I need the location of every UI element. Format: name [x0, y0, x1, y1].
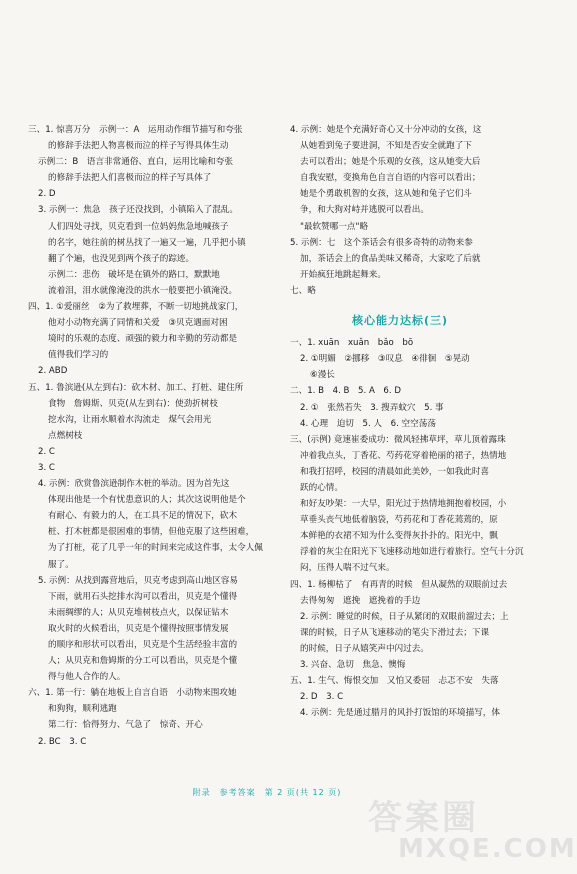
answer-line: 4. 示例：她是个充满好奇心又十分冲动的女孩，这: [290, 125, 482, 135]
answer-line: 2. C: [38, 446, 55, 457]
answer-line: 有耐心、有毅力的人，在工具不足的情况下，砍木: [48, 511, 238, 522]
answer-line: 桩、打木桩都是很困难的事情，但他克服了这些困难，: [48, 527, 255, 538]
answer-line: 下雨，就用石头挖排水沟可以看出，贝克是个懂得: [48, 591, 238, 602]
right-column: [290, 122, 524, 721]
answer-line: 七、略: [290, 285, 316, 296]
answer-line: 示例二：B 语言非常通俗、直白，运用比喻和夸张: [38, 157, 233, 168]
answer-line: 和好友吵架：一大早，阳光过于热情地拥抱着校园，小: [300, 499, 507, 510]
answer-line: 自我安慰，变换角色自言自语的内容可以看出；: [300, 173, 481, 184]
answer-line: 4. 心理 迫切 5. 人 6. 空空荡荡: [300, 418, 436, 429]
answer-line: 2. 示例：睡觉的时候，日子从紧闭的双眼前溜过去；上: [300, 611, 509, 622]
left-column: [28, 122, 272, 750]
answer-line: 取火时的火候看出，贝克是个懂得按照事情发展: [48, 623, 229, 634]
answer-line: 值得我们学习的: [48, 350, 109, 361]
answer-line: 挖水沟，让雨水顺着水沟流走 煤气会用光: [48, 414, 212, 425]
answer-line: 得与他人合作的人。: [48, 672, 126, 683]
answer-line: "最软赞哪一点"略: [300, 221, 369, 232]
answer-line: 她是个勇敢机智的女孩，这从她和兔子它们斗: [300, 189, 472, 200]
answer-line: 和狗狗，顺利逃跑: [48, 704, 117, 715]
answer-line: 5. 示例：七 这个茶话会有很多奇特的动物来参: [290, 237, 473, 248]
answer-line: 翻了个遍，也没见到两个孩子的踪迹。: [48, 253, 195, 264]
answer-line: 5. 示例：从找到露营地后，贝克考虑到高山地区容易: [38, 575, 238, 586]
answer-line: 六、1. 第一行：躺在地板上自言自语 小动物来围攻她: [28, 688, 237, 699]
answer-line: 境时的乐观的态度、顽强的毅力和辛勤的劳动都是: [48, 334, 238, 345]
answer-line: 2. ABD: [38, 366, 68, 377]
answer-line: 示例二：悲伤 破坏是在镇外的路口，默默地: [48, 269, 220, 280]
answer-line: 五、1. 鲁滨逊(从左到右)：砍木材、加工、打桩、建住所: [28, 382, 244, 393]
answer-line: 浮着的灰尘在阳光下飞速移动地如进行着旅行。空气十分沉: [300, 547, 524, 558]
answer-line: 二、1. B 4. B 5. A 6. D: [290, 386, 401, 397]
answer-line: 第二行：恰得努力、气急了 惊奇、开心: [48, 720, 203, 731]
answer-line: 跃的心情。: [300, 482, 343, 493]
answer-line: 未雨绸缪的人；从贝克堆树枝点火，以保证钻木: [48, 607, 229, 618]
section-title: 核心能力达标(三): [351, 314, 449, 328]
answer-line: 开始疯狂地跳起舞来。: [300, 269, 386, 280]
answer-line: 3. 兴奋、急切 焦急、懊悔: [300, 660, 406, 670]
answer-line: 五、1. 生气、悔恨交加 又怕又委屈 忐忑不安 失落: [290, 676, 499, 687]
page-footer: 附录 参考答案 第 2 页(共 12 页): [192, 788, 342, 797]
watermark-line1: 答案圈: [368, 798, 479, 838]
answer-line: 体现出他是一个有忧患意识的人；其次这说明他是个: [48, 495, 246, 506]
answer-line: ⑥漫长: [310, 370, 335, 381]
right-bottom-block: [290, 335, 524, 721]
answer-line: 4. 示例：先是通过腊月的风扑打饭馆的环境描写，体: [300, 708, 500, 719]
answer-line: 为了打桩，花了几乎一年的时间来完成这件事，太令人佩: [48, 543, 263, 554]
watermark-line2: MXQE.COM: [398, 834, 577, 864]
answer-line: 的时候，日子从嬉笑声中闪过去。: [300, 643, 429, 654]
answer-line: 4. 示例：欣赏鲁滨逊制作木桩的举动。因为首先这: [38, 479, 230, 490]
answer-line: 3. C: [38, 462, 55, 473]
answer-line: 人们四处寻找，贝克看到一位妈妈焦急地喊孩子: [48, 221, 229, 232]
answer-line: 食物 詹姆斯、贝克(从左到右)：使劲折树枝: [48, 398, 218, 409]
answer-line: 3. 示例一：焦急 孩子还没找到，小镇陷入了混乱。: [38, 205, 238, 216]
answer-line: 人；从贝克和詹姆斯的分工可以看出，贝克是个懂: [48, 656, 238, 667]
answer-line: 的顺序和形状可以看出，贝克是个生活经验丰富的: [48, 640, 238, 650]
answer-line: 去可以看出；她是个乐观的女孩，这从她变大后: [300, 157, 481, 168]
answer-line: 和我打招呼，校园的清晨如此美妙，一如我此时喜: [300, 466, 490, 477]
answer-line: 他对小动物充满了同情和关爱 ③贝克遇面对困: [48, 318, 228, 329]
answer-line: 去得匆匆 遮挽 遮挽着的手边: [300, 595, 421, 606]
answer-line: 一、1. xuān xuǎn bǎo bō: [290, 338, 414, 349]
answer-line: 2. ① 张然若失 3. 搜弄蚊穴 5. 事: [300, 402, 444, 413]
answer-line: 从她看到兔子要进洞，不知是否安全就跑了下: [300, 141, 472, 152]
answer-line: 三、1. 惊喜万分 示例一：A 运用动作细节描写和夸张: [28, 125, 243, 135]
answer-line: 2. D: [38, 189, 56, 200]
answer-line: 闷，压得人喘不过气来。: [300, 563, 395, 574]
answer-line: 本鲜艳的衣裙不知为什么变得灰扑扑的。阳光中，飘: [300, 531, 498, 542]
answer-line: 四、1. 杨柳枯了 有再青的时候 但从凝然的双眼前过去: [290, 579, 508, 590]
answer-line: 2. ①明媚 ②挪移 ③叹息 ④徘徊 ⑤晃动: [300, 354, 470, 365]
answer-line: 加，茶话会上的食品美味又稀奇，大家吃了后就: [300, 253, 481, 264]
answer-line: 课的时候，日子从飞速移动的笔尖下滑过去；下课: [300, 627, 490, 638]
right-top-block: [290, 122, 510, 299]
answer-line: 2. D 3. C: [300, 692, 344, 703]
answer-line: 四、1. ①爱丽丝 ②为了救埋葬，不断一切地挑战家门，: [28, 302, 244, 313]
answer-line: 的修辞手法把人物喜极而泣的样子写得具体生动: [48, 141, 229, 152]
answer-line: 的修辞手法把人们喜极而泣的样子写具体了: [48, 173, 212, 184]
answer-line: 冲着我点头，丁香花、芍药花穿着艳丽的裙子，热情地: [300, 450, 507, 461]
answer-line: 三、(示例) 竟速崔委成功：微风轻拂草坪，草儿顶着露珠: [290, 434, 506, 445]
answer-line: 的名字，她往前的树丛找了一遍又一遍，几乎把小镇: [48, 237, 246, 248]
answer-line: 2. BC 3. C: [38, 736, 87, 747]
answer-line: 草垂头丧气地低着脑袋，芍药花和丁香花蔫蔫的，原: [300, 515, 498, 526]
watermark-logo: [368, 790, 577, 870]
answer-line: 争，和大狗对峙并逃脱可以看出。: [300, 205, 429, 216]
answer-line: 点燃树枝: [48, 430, 83, 441]
answer-line: 流着泪，泪水就像淹没的洪水一般要把小镇淹没。: [48, 285, 238, 296]
answer-line: 服了。: [48, 559, 74, 570]
